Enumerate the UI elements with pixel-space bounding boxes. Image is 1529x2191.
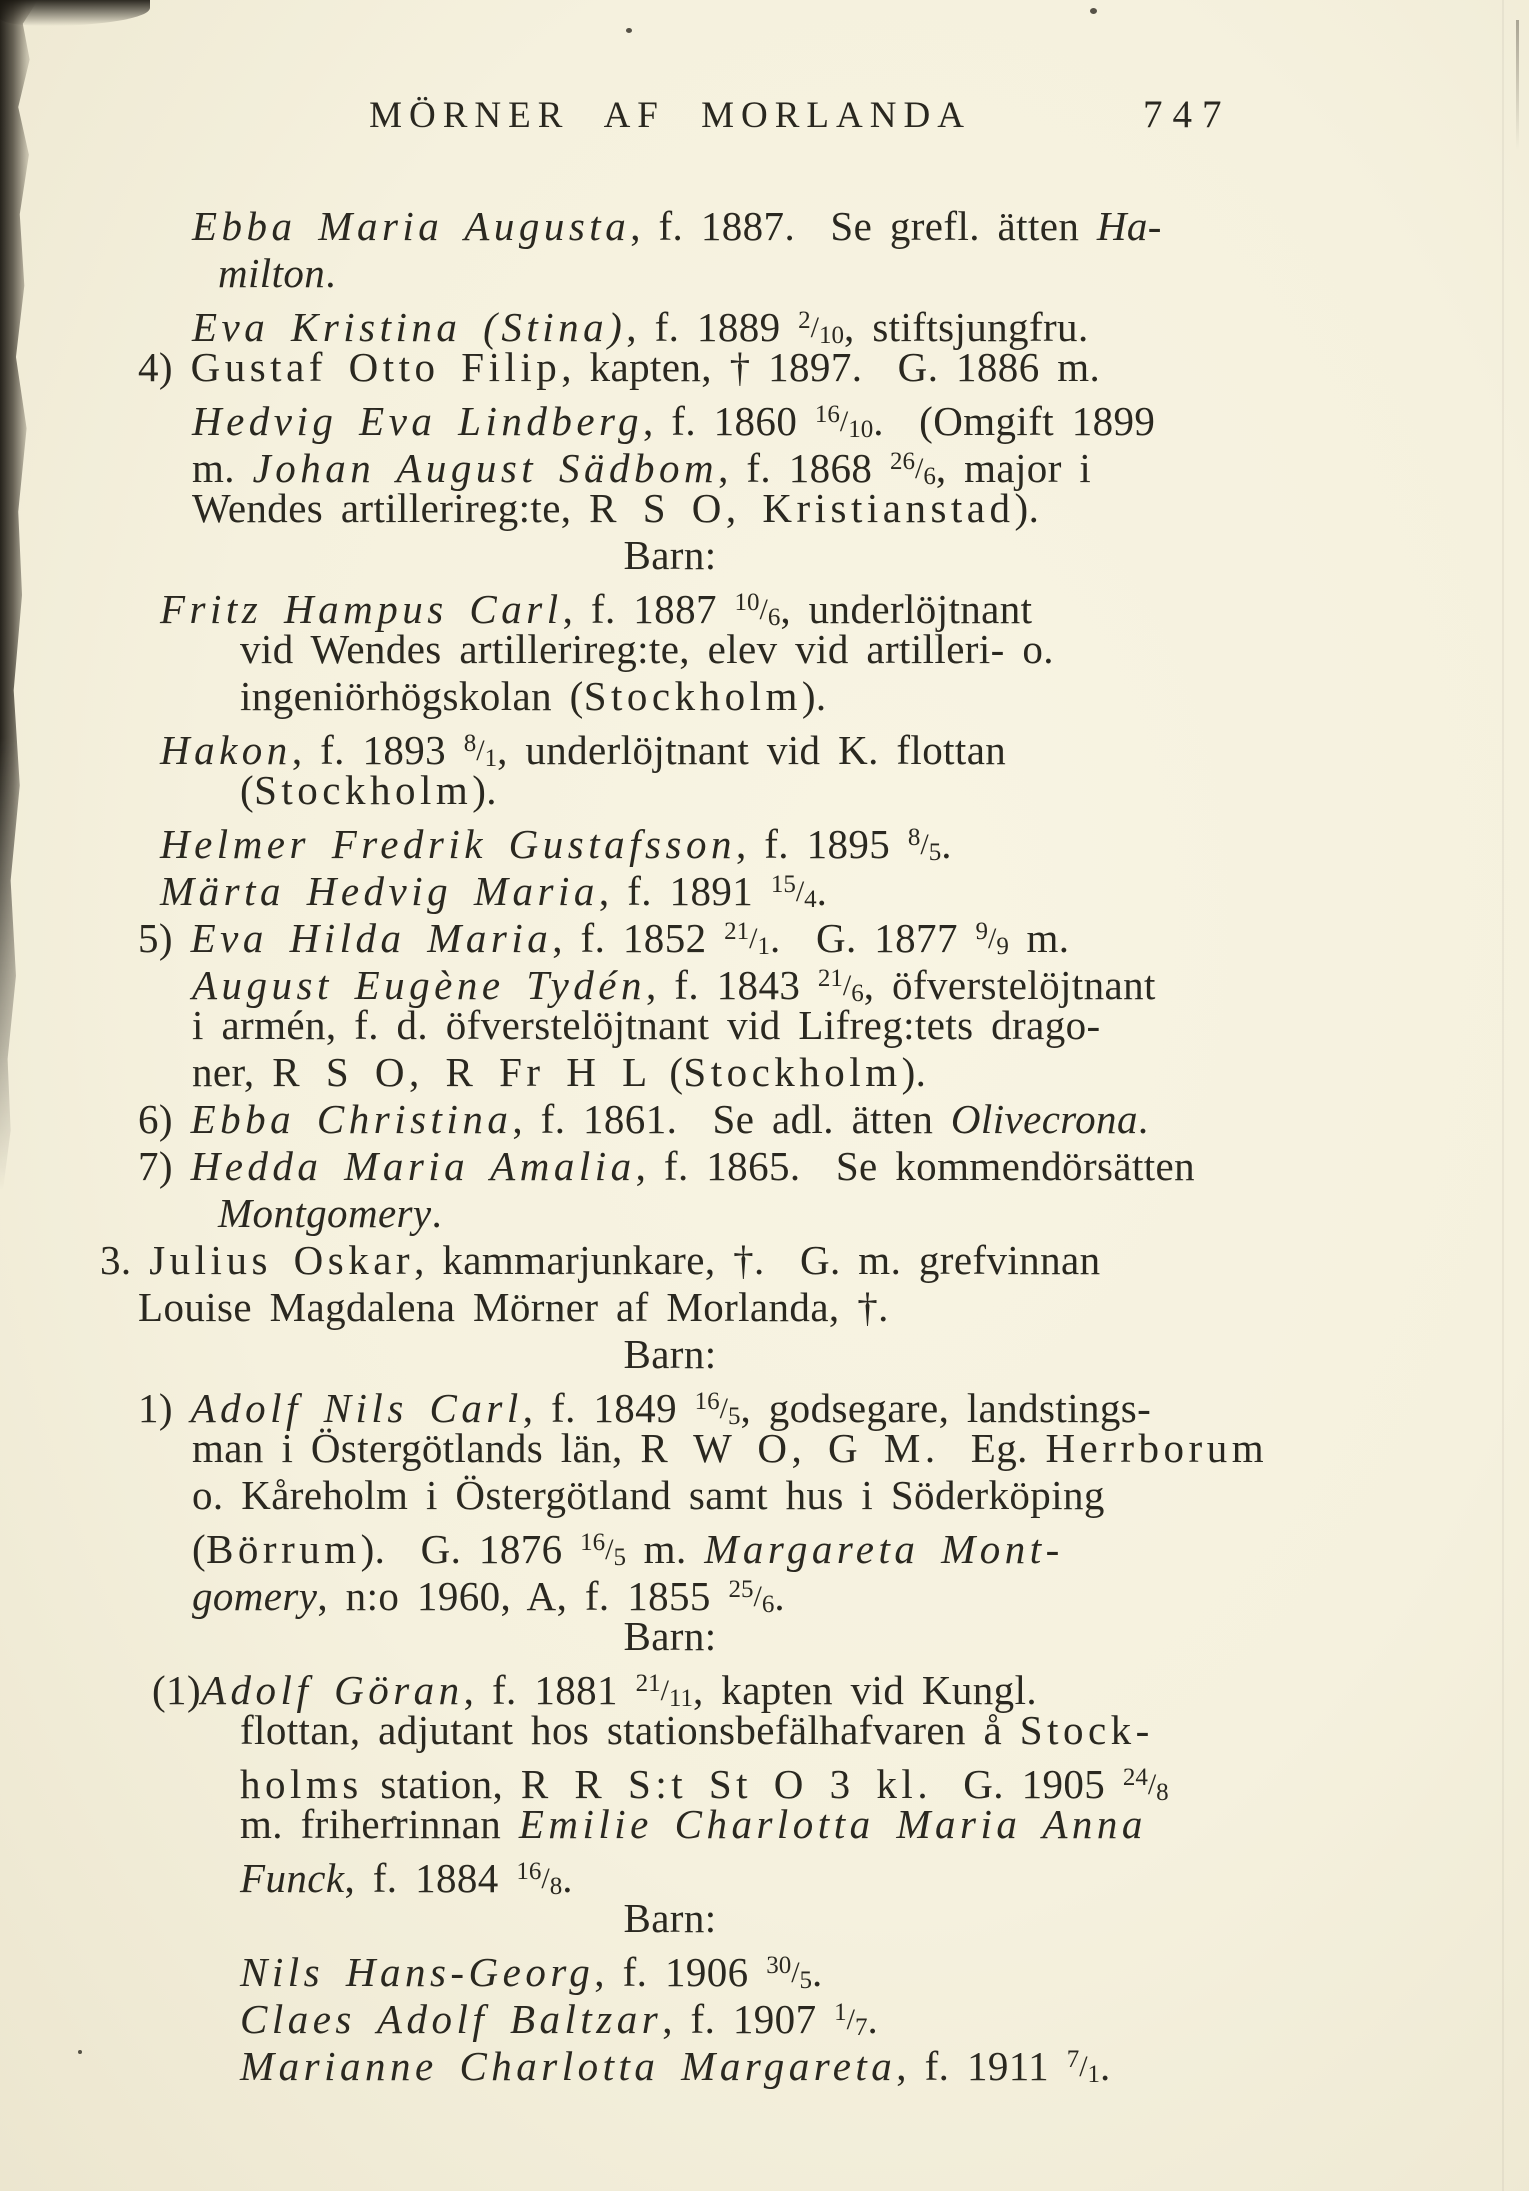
text-line [100,1143,1460,1190]
text-run: . [325,250,336,296]
text-run: ( [240,767,255,813]
text-run: Stockholm [254,767,473,813]
ink-speck [626,28,632,33]
text-run: Claes Adolf Baltzar [240,1996,663,2042]
text-line [100,1002,1460,1049]
text-run: 5) [138,915,191,961]
text-line [100,250,1460,297]
text-run: , f. 1889 [626,304,799,350]
text-run: Montgomery [218,1190,432,1236]
text-run: , f. 1891 [598,868,771,914]
text-run: , f. 1895 [735,821,908,867]
text-run: , n:o 1960, A, f. 1855 [317,1573,729,1619]
text-run: , f. 1849 [522,1385,695,1431]
text-run: . (Omgift 1899 [873,398,1156,444]
text-run: , f. 1907 [662,1996,835,2042]
text-line [100,297,1460,350]
date-fraction: $^{24}$/8 [1122,1764,1169,1806]
text-run: Adolf Nils Carl [190,1385,523,1431]
text-run: (1) [152,1667,202,1713]
text-line [100,1190,1460,1237]
date-fraction: $^{16}$/5 [580,1529,627,1571]
text-run: R W O, G M [640,1425,925,1471]
date-fraction: $^{25}$/6 [728,1576,775,1618]
text-run: Eva Hilda Maria [190,915,553,961]
date-fraction: $^{15}$/4 [770,871,817,913]
text-line [100,438,1460,491]
text-run: ( [651,1049,684,1095]
text-line [100,1801,1460,1848]
text-run: , f. 1887. Se grefl. ätten [630,203,1097,249]
text-run: 6) [138,1096,191,1142]
text-run: R R S:t St O 3 kl [520,1761,918,1807]
text-run: station, [362,1761,521,1807]
text-run: ). [801,673,827,719]
text-line [100,1613,1240,1660]
text-run: , major i [935,445,1092,491]
text-run: man i Östergötlands län, [192,1425,641,1471]
text-run: Barn: [623,532,717,578]
text-line [100,1331,1240,1378]
text-run: R S O, Kristianstad [589,485,1015,531]
text-run: R S O, R Fr H L [272,1049,652,1095]
text-line [100,1096,1460,1143]
text-run: , underlöjtnant vid K. flottan [497,727,1007,773]
text-run: , f. 1887 [562,586,735,632]
text-run: . [812,1949,823,1995]
text-run: 4) [138,344,191,390]
text-line [100,1566,1460,1619]
text-run: , f. 1860 [642,398,815,444]
text-run: . [1137,1096,1149,1142]
text-line [100,861,1460,914]
text-run: Ebba Maria Augusta [192,203,631,249]
text-run: Hakon [160,727,292,773]
text-run: , underlöjtnant [780,586,1033,632]
date-fraction: $^{26}$/6 [889,448,936,490]
text-run: gomery [192,1573,318,1619]
date-fraction: $^{21}$/6 [817,965,864,1007]
text-line [100,1707,1460,1754]
text-run: , f. 1911 [896,2043,1067,2089]
text-run: . [562,1855,573,1901]
text-run: . [867,1996,879,2042]
text-run: m. friherrinnan [240,1801,519,1847]
date-fraction: $^1$/7 [834,1999,868,2041]
text-run: Emilie Charlotta Maria Anna [518,1801,1147,1847]
text-run: Funck [240,1855,345,1901]
text-run: . Eg. [924,1425,1046,1471]
text-run: , stiftsjungfru. [844,304,1089,350]
text-run: , kapten vid Kungl. [693,1667,1038,1713]
text-run: Adolf Göran [201,1667,464,1713]
date-fraction: $^8$/1 [463,730,498,772]
text-line [100,485,1460,532]
text-run: Herrborum [1045,1425,1269,1471]
text-line [100,1660,1460,1713]
text-run: Ha- [1096,203,1162,249]
text-line [100,1989,1460,2042]
text-line [100,579,1460,632]
text-run: ). [472,767,497,813]
text-line [100,1848,1460,1901]
text-line [100,955,1460,1008]
date-fraction: $^2$/10 [798,307,845,349]
text-run: . [431,1190,443,1236]
text-run: Märta Hedvig Maria [160,868,599,914]
text-run: Johan August Sädbom [252,445,719,491]
text-line [100,2036,1460,2089]
text-run: Nils Hans-Georg [240,1949,595,1995]
text-run: ). [1014,485,1040,531]
text-run: Marianne Charlotta Margareta [240,2043,897,2089]
text-run: Louise Magdalena Mörner af Morlanda, †. [138,1284,889,1330]
date-fraction: $^7$/1 [1066,2046,1101,2088]
text-line [100,908,1460,961]
text-run: Wendes artillerireg:te, [192,485,590,531]
text-run: m. [1008,915,1070,961]
date-fraction: $^{16}$/8 [516,1858,563,1900]
text-run: , f. 1884 [344,1855,517,1901]
text-run: ). G. 1876 [360,1526,581,1572]
text-run: 3. [100,1237,150,1283]
text-run: Fritz Hampus Carl [160,586,563,632]
text-line [100,1425,1460,1472]
text-run: i armén, f. d. öfverstelöjtnant vid Lifreg:tets drago- [192,1002,1101,1048]
date-fraction: $^8$/5 [907,824,942,866]
text-run: Gustaf Otto Filip [190,344,562,390]
date-fraction: $^{21}$/11 [635,1670,693,1712]
text-line [100,1472,1460,1519]
text-run: , kapten, † 1897. G. 1886 m. [561,344,1101,390]
ink-speck [1090,8,1097,14]
text-run: , öfverstelöjtnant [863,962,1156,1008]
text-run: , kammarjunkare, †. G. m. grefvinnan [414,1237,1101,1283]
text-run: ner, [192,1049,273,1095]
text-run: Hedda Maria Amalia [190,1143,636,1189]
text-run: . G. 1877 [770,915,976,961]
text-line [100,1237,1460,1284]
text-run: , f. 1852 [552,915,725,961]
text-line [100,1754,1460,1807]
running-head-title: MÖRNER AF MORLANDA [369,95,971,136]
text-run: Ebba Christina [190,1096,513,1142]
text-run: ingeniörhögskolan ( [240,673,584,719]
text-line [100,1895,1240,1942]
page-number: 747 [1143,93,1232,136]
text-line [100,1284,1460,1331]
text-run: Hedvig Eva Lindberg [192,398,643,444]
text-run: holms [240,1761,363,1807]
scan-corner-shadow [0,0,150,26]
date-fraction: $^{30}$/5 [766,1952,813,1994]
date-fraction: $^{10}$/6 [734,589,781,631]
text-block [100,203,1460,2089]
text-line [100,344,1460,391]
text-run: Stockholm [683,1049,902,1095]
text-run: , f. 1893 [291,727,464,773]
page-crease [1502,0,1504,2191]
text-run: Barn: [623,1331,717,1377]
text-line [100,767,1460,814]
text-run: , f. 1906 [594,1949,767,1995]
text-run: ( [192,1526,207,1572]
text-run: m. [192,445,253,491]
text-line [100,673,1460,720]
page-crease [1516,20,1519,150]
date-fraction: $^9$/9 [975,918,1009,960]
text-line [100,1378,1460,1431]
text-run: Eva Kristina (Stina) [192,304,627,350]
text-run: milton [218,250,326,296]
text-run: , f. 1868 [718,445,890,491]
text-run: Julius Oskar [149,1237,415,1283]
text-run: 1) [138,1385,191,1431]
text-run: flottan, adjutant hos stationsbefälhafvaren å [240,1707,1020,1753]
text-run: . [816,868,828,914]
scan-edge-shadow [0,0,38,1190]
text-line [100,532,1240,579]
text-run: Margareta Mont- [704,1526,1064,1572]
text-run: m. [626,1526,705,1572]
text-line [100,814,1460,867]
text-run: vid Wendes artillerireg:te, elev vid artilleri- o. [240,626,1054,672]
text-line [100,1942,1460,1995]
date-fraction: $^{21}$/1 [724,918,770,960]
text-line [100,203,1460,250]
text-run: , f. 1865. Se kommendörsätten [635,1143,1196,1189]
text-line [100,720,1460,773]
text-line [100,1049,1460,1096]
ink-speck [78,2050,82,2054]
text-run: . [941,821,952,867]
text-run: Olivecrona [950,1096,1138,1142]
text-run: ). [901,1049,927,1095]
date-fraction: $^{16}$/5 [694,1388,741,1430]
text-run: , f. 1881 [463,1667,636,1713]
text-run: . [1100,2043,1111,2089]
text-line [100,1519,1460,1572]
text-run: Barn: [623,1895,717,1941]
text-line [100,391,1460,444]
date-fraction: $^{16}$/10 [814,401,874,443]
text-run: , f. 1861. Se adl. ätten [512,1096,951,1142]
text-run: Helmer Fredrik Gustafsson [160,821,736,867]
text-run: Barn: [623,1613,717,1659]
text-run: 7) [138,1143,191,1189]
text-run: . G. 1905 [917,1761,1123,1807]
text-run: . [774,1573,785,1619]
text-run: o. Kåreholm i Östergötland samt hus i Söderköping [192,1472,1105,1518]
text-run: Stockholm [583,673,802,719]
text-run: , f. 1843 [646,962,818,1008]
text-run: Stock- [1019,1707,1154,1753]
text-run: August Eugène Tydén [192,962,646,1008]
text-line [100,626,1460,673]
text-run: Börrum [206,1526,361,1572]
text-run: , godsegare, landstings- [740,1385,1152,1431]
